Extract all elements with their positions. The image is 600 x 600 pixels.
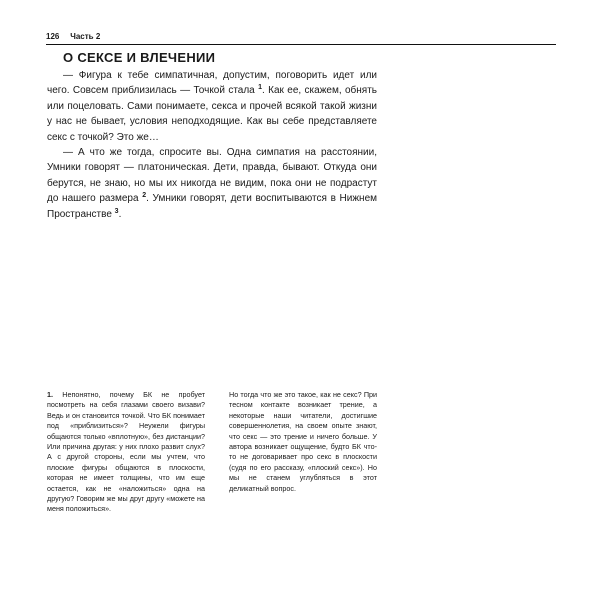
- paragraph-1: — Фигура к тебе симпатичная, допустим, поговорить идет или чего. Совсем приблизилась — Точкой стала $^1$. Как ее, скажем, обнять или поцеловать. Сами понимаете, секса и прочей всякой такой жизни у нас не бывает, условия неподходящие. Как вы себе представляете секс с точкой? Это же…: [47, 70, 377, 143]
- main-text: [47, 68, 377, 222]
- section-label: Часть 2: [70, 32, 101, 41]
- footnote-ref-1[interactable]: 1: [258, 84, 263, 92]
- paragraph-2: — А что же тогда, спросите вы. Одна симпатия на расстоянии, Умники говорят — платоническая. Дети, правда, бывают. Откуда они берутся, не знаю, но мы их никогда не видим, пока они не подрастут до нашего размера $^2$. Умники говорят, дети воспитываются в Нижнем Пространстве $^3$.: [47, 147, 378, 220]
- footnote-ref-2[interactable]: 2: [142, 192, 147, 200]
- footnote-number: 1.: [47, 390, 53, 399]
- chapter-title: О СЕКСЕ И ВЛЕЧЕНИИ: [63, 50, 216, 65]
- header-rule: [46, 44, 556, 45]
- running-header: [46, 32, 556, 42]
- page-number: 126: [46, 32, 60, 41]
- footnote-1: 1. Непонятно, почему БК не пробует посмотреть на себя глазами своего визави? Ведь и он становится точкой. Что БК понимает под «приблизиться»? Неужели фигуры общаются только «вплотную», без дистанции? Или причина другая: у них плохо развит слух? А с другой стороны, если мы учтем, что плоские фигуры общаются в плоскости, которая не имеет толщины, что им еще остается, как не «наложиться» одна на другую? Говорим же мы друг другу «можете на меня положиться».: [47, 390, 205, 514]
- footnote-right-column: [229, 390, 377, 494]
- footnote-left-column: [47, 390, 205, 515]
- footnote-ref-3[interactable]: 3: [114, 207, 119, 215]
- footnote-1-continued: Но тогда что же это такое, как не секс? При тесном контакте возникает трение, а некоторые наши читатели, достигшие совершеннолетия, на своем опыте знают, что секс — это трение и ничего больше. У автора возникает ощущение, будто БК что-то не договаривает про секс в плоскости (судя по его рассказу, «плоский секс»). Но мы не станем углубляться в этот деликатный вопрос.: [229, 390, 377, 493]
